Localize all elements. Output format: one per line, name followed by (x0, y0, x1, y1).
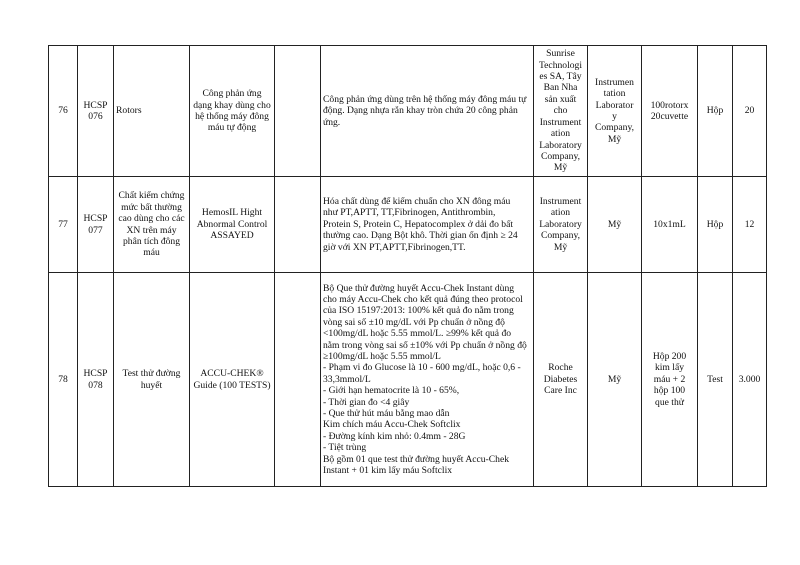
item-quantity: 3.000 (733, 273, 767, 487)
item-unit: Hộp (698, 177, 733, 273)
item-unit: Test (698, 273, 733, 487)
table-row (49, 177, 767, 273)
item-origin: Mỹ (588, 177, 642, 273)
item-specification: Hóa chất dùng để kiểm chuẩn cho XN đông máu như PT,APTT, TT,Fibrinogen, Antithrombin, Protein S, Protein C, Hepatocomplex ở dải đo bất thường cao. Dạng Bột khô. Thời gian ổn định ≥ 24 giờ với XN PT,APTT,Fibrinogen,TT. (321, 177, 534, 273)
row-number: 78 (49, 273, 78, 487)
item-manufacturer: Sunrise Technologi es SA, Tây Ban Nha sản xuất cho Instrument ation Laboratory Company, Mỹ (534, 46, 588, 177)
item-specification: Bộ Que thử đường huyết Accu-Chek Instant dùng cho máy Accu-Chek cho kết quả đúng theo protocol của ISO 15197:2013: 100% kết quả đo nằm trong vòng sai số ±10 mg/dL với Pp chuẩn ở nồng độ <100mg/dL hoặc 5.55 mmol/L. ≥99% kết quả đo nằm trong vòng sai số ±10% với Pp chuẩn ở nồng độ ≥100mg/dL hoặc 5.55 mmol/L - Phạm vi đo Glucose là 10 - 600 mg/dL, hoặc 0,6 - 33,3mmol/L - Giới hạn hematocrite là 10 - 65%, - Thời gian đo <4 giây - Que thử hút máu bằng mao dẫn Kim chích máu Accu-Chek Softclix - Đường kính kim nhỏ: 0.4mm - 28G - Tiệt trùng Bộ gồm 01 que test thử đường huyết Accu-Chek Instant + 01 kim lấy máu Softclix (321, 273, 534, 487)
item-name: Chất kiểm chứng mức bất thường cao dùng cho các XN trên máy phân tích đông máu (114, 177, 190, 273)
item-quantity: 20 (733, 46, 767, 177)
table-row (49, 46, 767, 177)
row-number: 76 (49, 46, 78, 177)
item-manufacturer: Roche Diabetes Care Inc (534, 273, 588, 487)
item-origin: Instrumen tation Laborator y Company, Mỹ (588, 46, 642, 177)
item-type: HemosIL Hight Abnormal Control ASSAYED (190, 177, 275, 273)
item-unit: Hộp (698, 46, 733, 177)
item-type: Công phản ứng dạng khay dùng cho hệ thống máy đông máu tự động (190, 46, 275, 177)
item-quantity: 12 (733, 177, 767, 273)
item-origin: Mỹ (588, 273, 642, 487)
item-packing: 10x1mL (642, 177, 698, 273)
item-packing: 100rotorx 20cuvette (642, 46, 698, 177)
item-name: Rotors (114, 46, 190, 177)
item-type: ACCU-CHEK® Guide (100 TESTS) (190, 273, 275, 487)
item-code: HCSP 078 (78, 273, 114, 487)
table-row (49, 273, 767, 487)
product-table (48, 45, 767, 487)
item-model (275, 273, 321, 487)
item-specification: Công phản ứng dùng trên hệ thống máy đông máu tự động. Dạng nhựa rắn khay tròn chứa 20 công phản ứng. (321, 46, 534, 177)
item-model (275, 177, 321, 273)
item-manufacturer: Instrument ation Laboratory Company, Mỹ (534, 177, 588, 273)
item-code: HCSP 076 (78, 46, 114, 177)
item-model (275, 46, 321, 177)
row-number: 77 (49, 177, 78, 273)
item-packing: Hộp 200 kim lấy máu + 2 hộp 100 que thử (642, 273, 698, 487)
item-code: HCSP 077 (78, 177, 114, 273)
item-name: Test thử đường huyết (114, 273, 190, 487)
